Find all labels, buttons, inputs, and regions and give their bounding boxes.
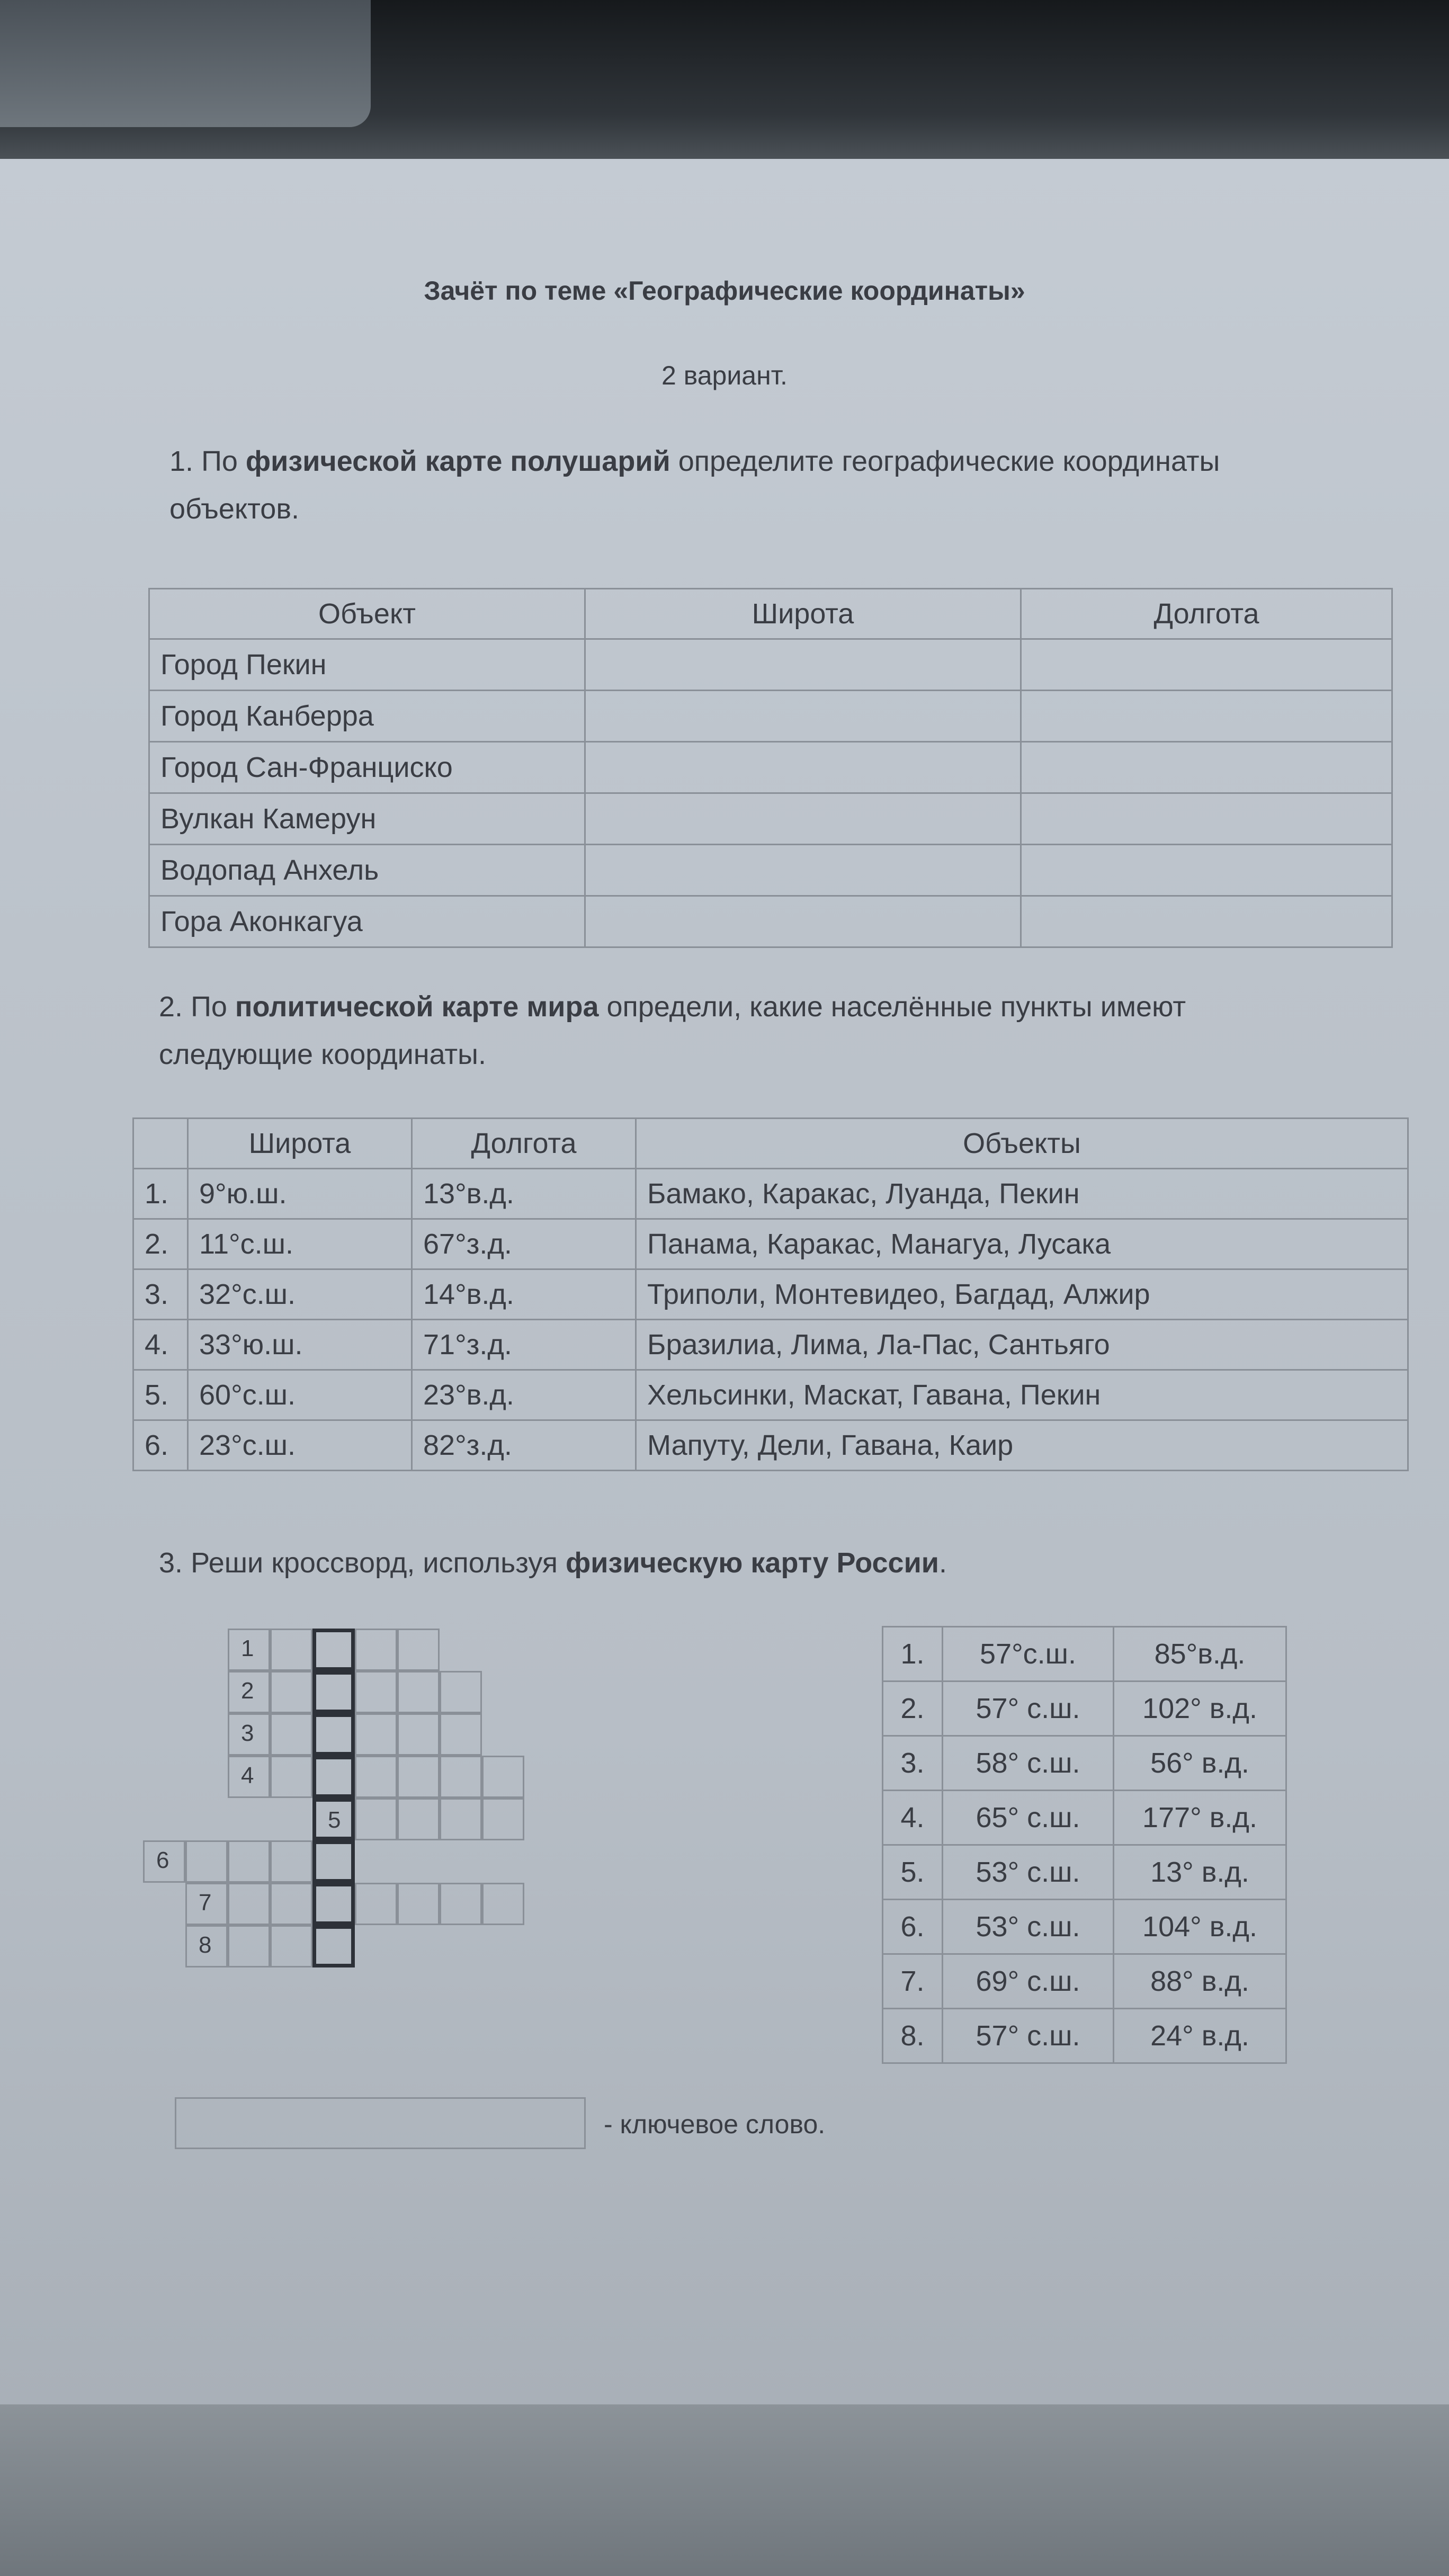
object-name: Город Пекин [149,639,585,691]
longitude-value: 102° в.д. [1114,1681,1286,1736]
crossword-cell[interactable] [270,1925,312,1967]
latitude-value: 57° с.ш. [943,2009,1114,2063]
crossword-cell[interactable] [228,1840,270,1883]
table-row [149,691,1392,742]
latitude-cell[interactable] [585,742,1021,793]
longitude-value: 14°в.д. [412,1269,636,1320]
clue-number-cell [228,1671,270,1713]
object-name: Гора Аконкагуа [149,896,585,947]
table-row [149,896,1392,947]
row-number: 4. [133,1320,188,1370]
longitude-value: 13° в.д. [1114,1845,1286,1900]
clue-number-cell [143,1840,185,1883]
question-2-text-line2: следующие координаты. [159,1039,486,1070]
latitude-cell[interactable] [585,896,1021,947]
question-number: 3. [159,1547,183,1579]
longitude-value: 67°з.д. [412,1219,636,1269]
crossword-cell[interactable] [355,1883,397,1925]
question-1-text [169,445,1220,478]
header-latitude: Широта [585,589,1021,639]
table-row [883,2009,1286,2063]
header-latitude: Широта [188,1119,412,1169]
table-row [883,1791,1286,1845]
text-bold: физической карте полушарий [245,445,670,477]
crossword-cell[interactable] [270,1713,312,1756]
row-number: 2. [883,1681,943,1736]
table-row [133,1269,1408,1320]
objects-options: Бразилиа, Лима, Ла-Пас, Сантьяго [636,1320,1408,1370]
row-number: 4. [883,1791,943,1845]
longitude-cell[interactable] [1021,639,1392,691]
crossword-cell[interactable] [440,1883,482,1925]
crossword-cell[interactable] [440,1713,482,1756]
keyword-letter-cell[interactable] [312,1671,355,1713]
crossword-cell[interactable] [440,1671,482,1713]
row-number: 1. [133,1169,188,1219]
table-row [133,1219,1408,1269]
row-number: 6. [133,1420,188,1471]
crossword-cell[interactable] [270,1629,312,1671]
row-number: 2. [133,1219,188,1269]
header-longitude: Долгота [1021,589,1392,639]
object-name: Город Сан-Франциско [149,742,585,793]
objects-options: Мапуту, Дели, Гавана, Каир [636,1420,1408,1471]
table-row [883,1627,1286,1681]
longitude-value: 82°з.д. [412,1420,636,1471]
longitude-cell[interactable] [1021,742,1392,793]
latitude-cell[interactable] [585,691,1021,742]
latitude-value: 33°ю.ш. [188,1320,412,1370]
crossword-cell[interactable] [397,1713,440,1756]
header-number [133,1119,188,1169]
crossword-cell[interactable] [228,1925,270,1967]
latitude-value: 58° с.ш. [943,1736,1114,1791]
crossword-cell[interactable] [355,1713,397,1756]
text: По [191,991,235,1023]
table-row [883,1845,1286,1900]
crossword-cell[interactable] [355,1756,397,1798]
question-1-text-line2: объектов. [169,493,300,525]
crossword-cell[interactable] [270,1756,312,1798]
latitude-cell[interactable] [585,845,1021,896]
table-row [133,1420,1408,1471]
keyword-letter-cell[interactable] [312,1883,355,1925]
longitude-value: 24° в.д. [1114,2009,1286,2063]
objects-options: Бамако, Каракас, Луанда, Пекин [636,1169,1408,1219]
question-2-text [159,990,1186,1023]
crossword-cell[interactable] [228,1883,270,1925]
clue-number-cell [185,1925,228,1967]
keyword-answer-box[interactable] [175,2097,586,2149]
table-row [149,845,1392,896]
crossword-cell[interactable] [440,1756,482,1798]
text: определи, какие населённые пункты имеют [598,991,1186,1023]
crossword-cell[interactable] [482,1756,524,1798]
latitude-value: 69° с.ш. [943,1954,1114,2009]
crossword-cell[interactable] [355,1629,397,1671]
latitude-value: 60°с.ш. [188,1370,412,1420]
crossword-cell[interactable] [397,1671,440,1713]
text-bold: политической карте мира [235,991,599,1023]
header-objects: Объекты [636,1119,1408,1169]
crossword-cell[interactable] [440,1798,482,1840]
clue-number: 2 [241,1678,254,1704]
crossword-cell[interactable] [270,1840,312,1883]
latitude-value: 9°ю.ш. [188,1169,412,1219]
clue-number: 8 [199,1932,212,1958]
question-number: 1. [169,445,194,477]
row-number: 8. [883,2009,943,2063]
clue-number-cell [228,1629,270,1671]
longitude-value: 177° в.д. [1114,1791,1286,1845]
header-object: Объект [149,589,585,639]
latitude-value: 23°с.ш. [188,1420,412,1471]
latitude-value: 53° с.ш. [943,1900,1114,1954]
row-number: 6. [883,1900,943,1954]
crossword-cell[interactable] [397,1883,440,1925]
row-number: 1. [883,1627,943,1681]
keyword-letter-cell[interactable] [312,1756,355,1798]
crossword-cell[interactable] [355,1671,397,1713]
latitude-value: 57°с.ш. [943,1627,1114,1681]
clue-number: 6 [156,1847,169,1873]
longitude-value: 104° в.д. [1114,1900,1286,1954]
crossword-cell[interactable] [270,1671,312,1713]
table-row [883,1681,1286,1736]
row-number: 5. [133,1370,188,1420]
crossword-cell[interactable] [185,1840,228,1883]
clue-number-cell [228,1713,270,1756]
background-object [0,0,371,127]
crossword-cell[interactable] [397,1756,440,1798]
variant-label: 2 вариант. [661,361,788,390]
objects-options: Панама, Каракас, Манагуа, Лусака [636,1219,1408,1269]
table-row [149,742,1392,793]
table-header-row [149,589,1392,639]
row-number: 7. [883,1954,943,2009]
row-number: 5. [883,1845,943,1900]
text: . [938,1547,947,1579]
clue-number-cell [185,1883,228,1925]
longitude-value: 56° в.д. [1114,1736,1286,1791]
longitude-cell[interactable] [1021,896,1392,947]
text: По [201,445,246,477]
latitude-value: 65° с.ш. [943,1791,1114,1845]
keyword-letter-cell[interactable] [312,1925,355,1967]
objects-options: Триполи, Монтевидео, Багдад, Алжир [636,1269,1408,1320]
clue-number: 7 [199,1890,212,1916]
background-bottom [0,2404,1449,2576]
table-row [149,639,1392,691]
longitude-value: 71°з.д. [412,1320,636,1370]
crossword-cell[interactable] [397,1629,440,1671]
header-longitude: Долгота [412,1119,636,1169]
crossword-cell[interactable] [397,1798,440,1840]
text-bold: физическую карту России [566,1547,939,1579]
longitude-cell[interactable] [1021,793,1392,845]
crossword-coordinates-table [882,1626,1287,2064]
text: определите географические координаты [670,445,1220,477]
object-name: Водопад Анхель [149,845,585,896]
question-number: 2. [159,991,183,1023]
objects-options: Хельсинки, Маскат, Гавана, Пекин [636,1370,1408,1420]
row-number: 3. [133,1269,188,1320]
latitude-cell[interactable] [585,639,1021,691]
crossword-cell[interactable] [482,1883,524,1925]
latitude-value: 11°с.ш. [188,1219,412,1269]
crossword-cell[interactable] [482,1798,524,1840]
row-number: 3. [883,1736,943,1791]
table-row [133,1320,1408,1370]
clue-number-cell [228,1756,270,1798]
latitude-cell[interactable] [585,793,1021,845]
table-row [883,1954,1286,2009]
clue-number-cell [312,1798,355,1840]
table-row [149,793,1392,845]
latitude-value: 57° с.ш. [943,1681,1114,1736]
table-row [133,1370,1408,1420]
longitude-cell[interactable] [1021,691,1392,742]
longitude-cell[interactable] [1021,845,1392,896]
table-header-row [133,1119,1408,1169]
crossword-cell[interactable] [355,1798,397,1840]
table-row [883,1900,1286,1954]
latitude-value: 32°с.ш. [188,1269,412,1320]
objects-table [148,588,1393,948]
clue-number: 5 [328,1807,341,1833]
latitude-value: 53° с.ш. [943,1845,1114,1900]
coordinates-table [132,1117,1409,1471]
object-name: Город Канберра [149,691,585,742]
keyword-letter-cell[interactable] [312,1840,355,1883]
longitude-value: 23°в.д. [412,1370,636,1420]
table-row [883,1736,1286,1791]
table-row [133,1169,1408,1219]
clue-number: 1 [241,1635,254,1661]
keyword-label: - ключевое слово. [604,2109,826,2139]
question-3-text [159,1546,947,1579]
text: Реши кроссворд, используя [191,1547,566,1579]
object-name: Вулкан Камерун [149,793,585,845]
longitude-value: 85°в.д. [1114,1627,1286,1681]
clue-number: 3 [241,1720,254,1746]
longitude-value: 88° в.д. [1114,1954,1286,2009]
page-title: Зачёт по теме «Географические координаты» [424,276,1025,306]
longitude-value: 13°в.д. [412,1169,636,1219]
keyword-letter-cell[interactable] [312,1713,355,1756]
crossword-cell[interactable] [270,1883,312,1925]
keyword-letter-cell[interactable] [312,1629,355,1671]
clue-number: 4 [241,1763,254,1788]
